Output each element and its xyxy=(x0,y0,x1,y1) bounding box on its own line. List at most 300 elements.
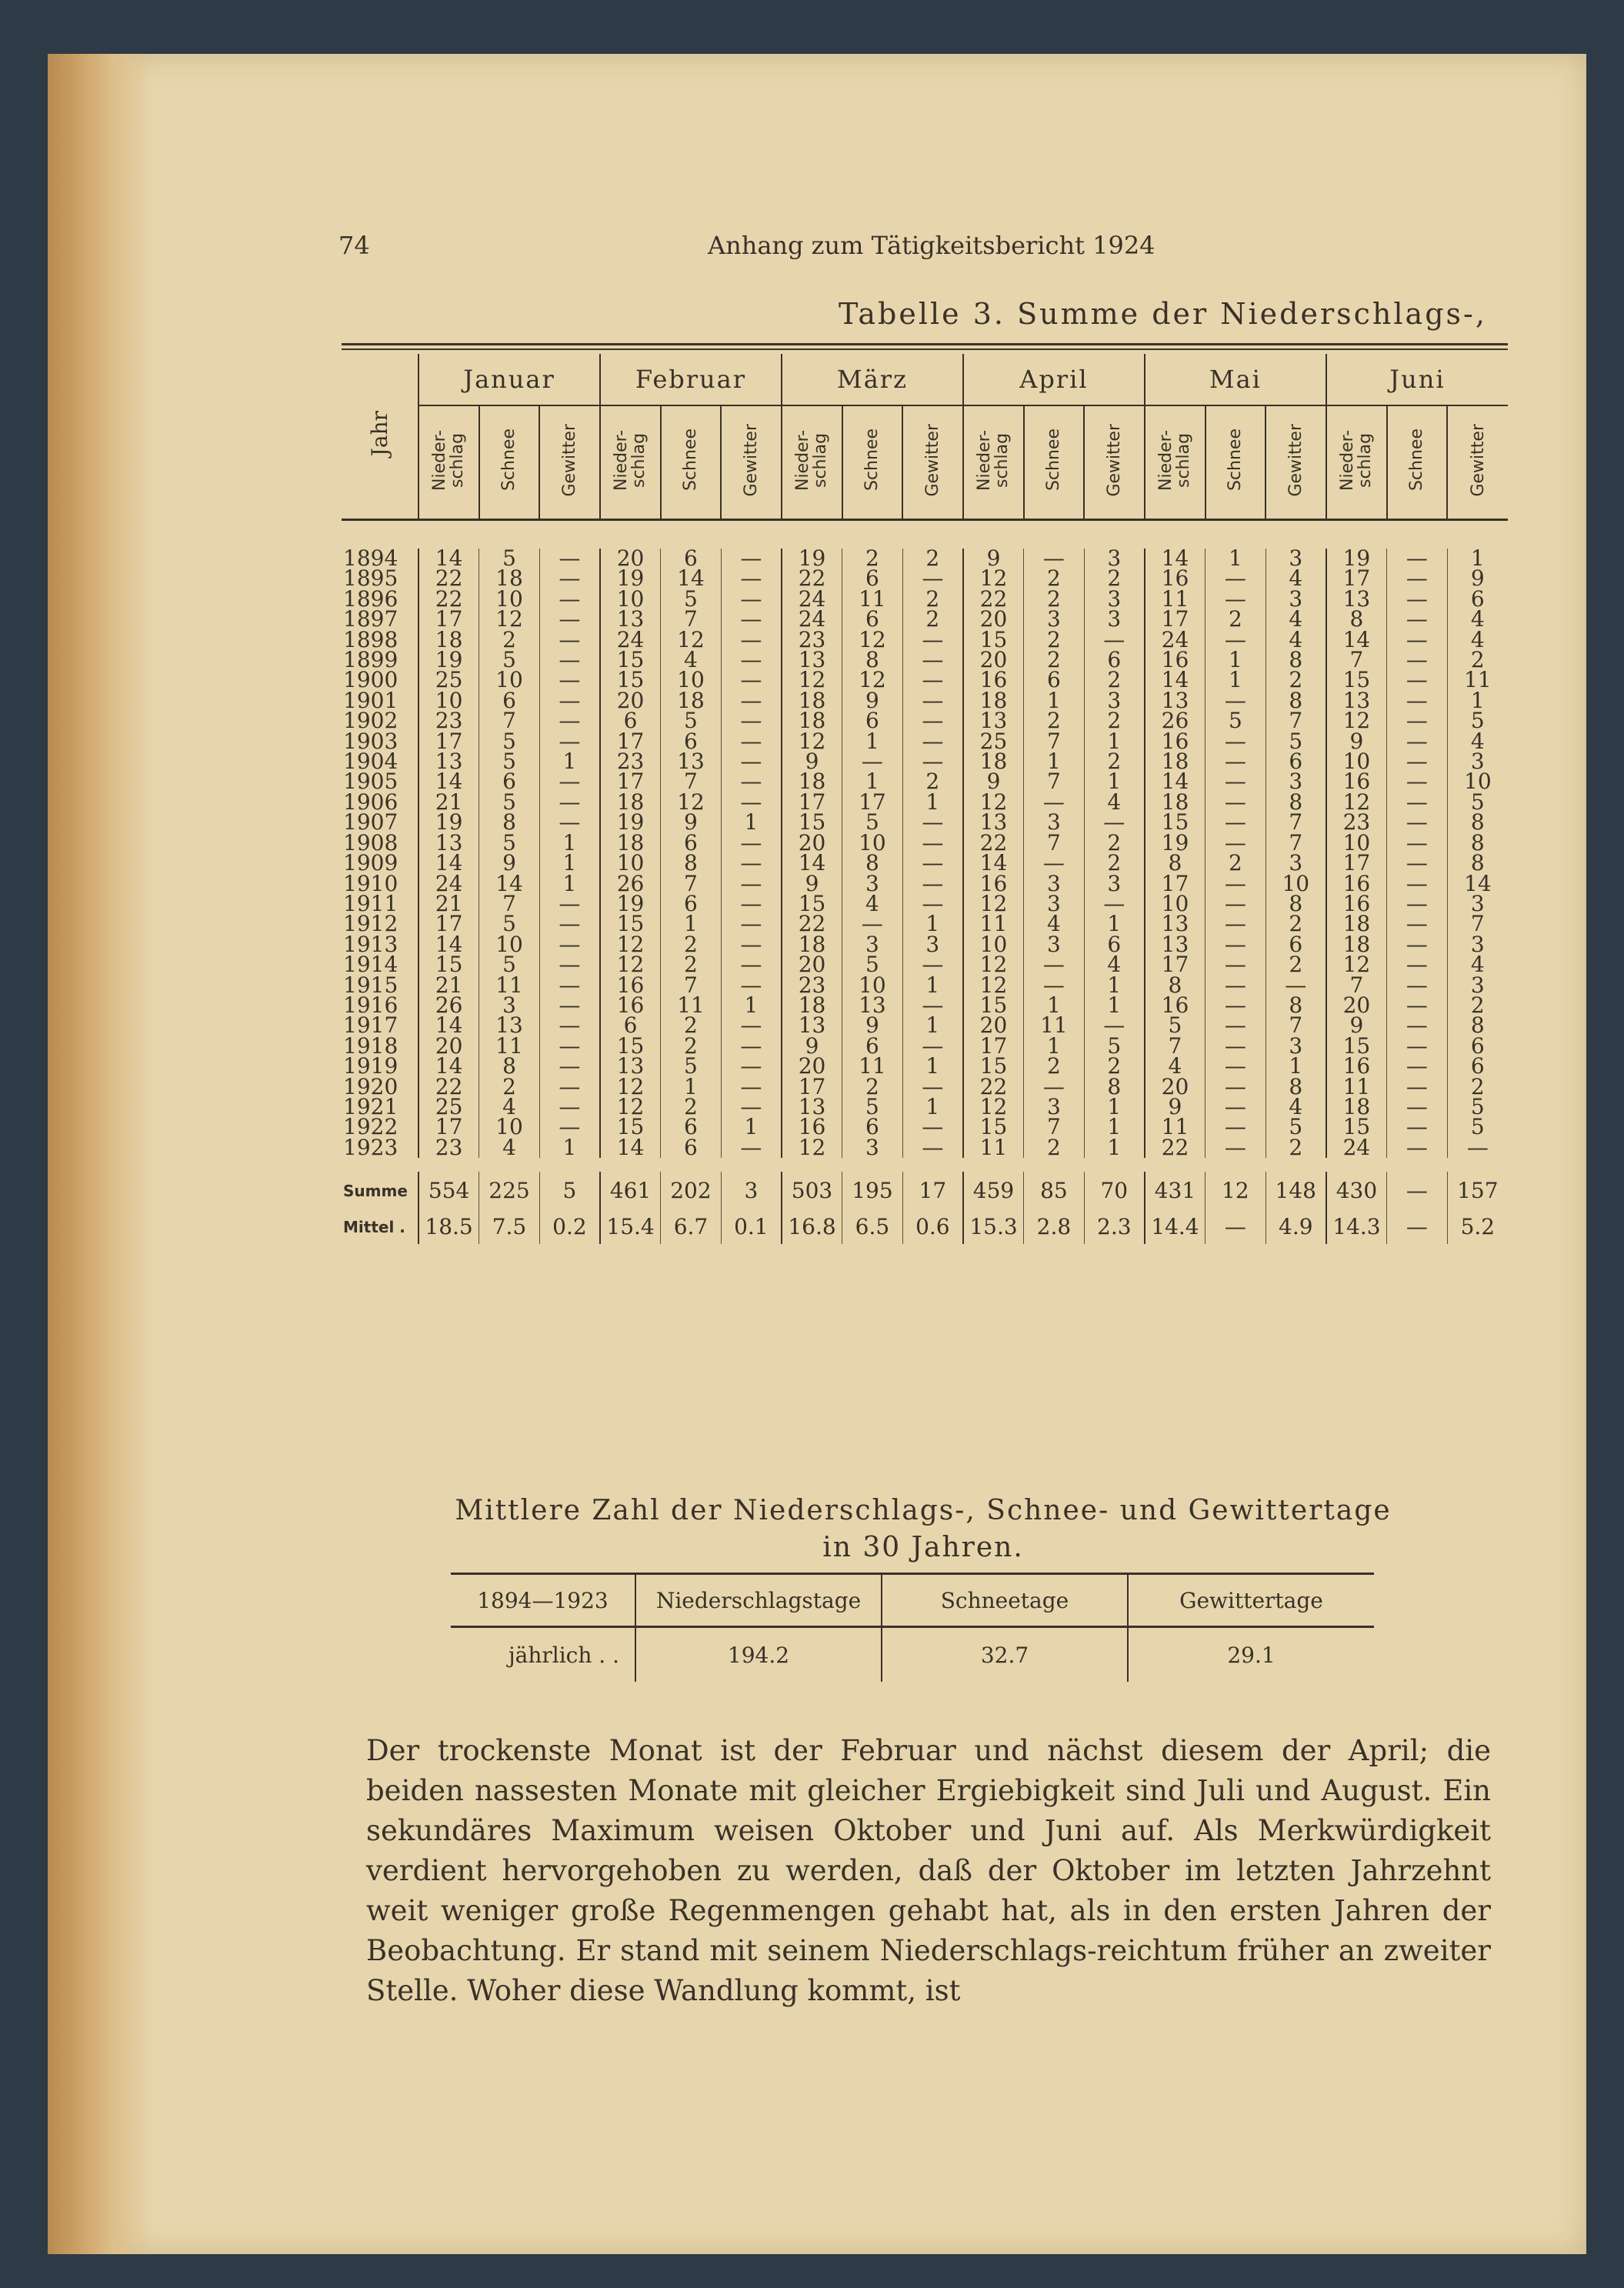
table-cell: — xyxy=(1387,1097,1448,1117)
summary-value: 32.7 xyxy=(882,1627,1128,1683)
table-cell: 23 xyxy=(419,711,479,731)
table-cell: 12 xyxy=(963,569,1024,589)
table-cell: 3 xyxy=(1266,549,1326,569)
table-cell: 5 xyxy=(842,1097,903,1117)
table-cell: 1 xyxy=(902,1097,963,1117)
table-cell: 7 xyxy=(1266,833,1326,853)
table-cell: 18 xyxy=(600,792,661,812)
table-cell: — xyxy=(1387,711,1448,731)
table-cell: 20 xyxy=(600,691,661,711)
table-cell: 12 xyxy=(1326,955,1387,975)
table-cell: 6 xyxy=(1266,752,1326,772)
table-cell: 6 xyxy=(842,609,903,629)
table-cell: 1 xyxy=(539,853,600,873)
sum-row-cell: 459 xyxy=(963,1172,1024,1210)
table-cell: 3 xyxy=(1266,772,1326,792)
column-subheader: Schnee xyxy=(479,405,540,520)
table-cell: 2 xyxy=(479,1077,540,1097)
summary-period: 1894—1923 xyxy=(451,1574,635,1627)
year-cell: 1922 xyxy=(343,1114,398,1140)
table-cell: 9 xyxy=(782,752,842,772)
table-cell: 8 xyxy=(479,812,540,832)
table-cell: 11 xyxy=(1145,1117,1205,1137)
table-cell: 7 xyxy=(661,772,722,792)
table-cell: 15 xyxy=(1326,670,1387,690)
table-cell: 22 xyxy=(963,1077,1024,1097)
table-cell: — xyxy=(1084,894,1145,914)
table-cell: 1 xyxy=(1205,670,1266,690)
month-header: April xyxy=(963,354,1145,405)
mean-row xyxy=(342,1210,1508,1244)
table-cell: — xyxy=(1205,833,1266,853)
year-cell: 1903 xyxy=(343,728,398,754)
table-cell: — xyxy=(1387,650,1448,670)
table-cell: — xyxy=(1024,792,1085,812)
table-cell: 18 xyxy=(1326,935,1387,955)
table-cell: 1 xyxy=(1084,996,1145,1016)
table-cell: — xyxy=(539,1077,600,1097)
table-cell: — xyxy=(902,1138,963,1158)
table-cell: 15 xyxy=(963,630,1024,650)
table-cell: 4 xyxy=(661,650,722,670)
table-cell: 15 xyxy=(1145,812,1205,832)
table-cell: — xyxy=(539,1056,600,1076)
table-cell: 14 xyxy=(419,549,479,569)
table-cell: 10 xyxy=(1145,894,1205,914)
table-cell: 9 xyxy=(842,1016,903,1036)
table-cell: — xyxy=(1387,894,1448,914)
table-cell: 20 xyxy=(1326,996,1387,1016)
table-cell: — xyxy=(902,833,963,853)
table-cell: 9 xyxy=(842,691,903,711)
sum-row-cell: — xyxy=(1387,1172,1448,1210)
table-cell: 7 xyxy=(1266,1016,1326,1036)
table-cell: 9 xyxy=(1326,732,1387,752)
year-cell: 1898 xyxy=(343,626,398,652)
table-cell: 1 xyxy=(842,732,903,752)
table-cell: 3 xyxy=(479,996,540,1016)
table-cell: 4 xyxy=(1447,609,1508,629)
table-cell: 2 xyxy=(1084,833,1145,853)
table-cell: 21 xyxy=(419,976,479,996)
table-cell: 24 xyxy=(419,874,479,894)
table-cell: 2 xyxy=(1024,650,1085,670)
table-cell: 17 xyxy=(1326,569,1387,589)
table-cell: 10 xyxy=(963,935,1024,955)
table-cell: 20 xyxy=(782,833,842,853)
table-cell: 8 xyxy=(661,853,722,873)
table-cell: 6 xyxy=(661,1138,722,1158)
table-cell: — xyxy=(1024,976,1085,996)
table-cell: 9 xyxy=(1447,569,1508,589)
table-cell: 7 xyxy=(479,711,540,731)
table-cell: — xyxy=(1205,772,1266,792)
table-cell: 8 xyxy=(1447,812,1508,832)
table-cell: — xyxy=(1205,955,1266,975)
table-cell: 8 xyxy=(1326,609,1387,629)
mean-row-cell: 6.5 xyxy=(842,1210,903,1244)
table-cell: 5 xyxy=(1447,792,1508,812)
table-cell: — xyxy=(721,1016,782,1036)
table-cell: — xyxy=(539,996,600,1016)
table-cell: 20 xyxy=(963,650,1024,670)
summary-title xyxy=(338,1493,1508,1566)
table-cell: 2 xyxy=(1084,711,1145,731)
table-cell: 10 xyxy=(479,1117,540,1137)
table-cell: 11 xyxy=(1447,670,1508,690)
table-cell: — xyxy=(539,670,600,690)
table-cell: 10 xyxy=(842,833,903,853)
table-cell: 1 xyxy=(1024,996,1085,1016)
table-cell: 8 xyxy=(1447,853,1508,873)
table-cell: 14 xyxy=(963,853,1024,873)
table-cell: 6 xyxy=(479,772,540,792)
table-cell: 12 xyxy=(782,732,842,752)
table-cell: — xyxy=(721,691,782,711)
table-cell: 6 xyxy=(842,711,903,731)
table-cell: 18 xyxy=(963,752,1024,772)
year-cell: 1907 xyxy=(343,809,398,835)
table-cell: 7 xyxy=(661,976,722,996)
table-cell: — xyxy=(902,670,963,690)
table-cell: — xyxy=(1205,976,1266,996)
table-cell: — xyxy=(721,853,782,873)
table-cell: 8 xyxy=(842,853,903,873)
table-cell: 7 xyxy=(1326,650,1387,670)
table-cell: 8 xyxy=(479,1056,540,1076)
table-cell: — xyxy=(1024,1077,1085,1097)
table-cell: — xyxy=(1387,691,1448,711)
table-cell: — xyxy=(539,650,600,670)
table-cell: 1 xyxy=(539,833,600,853)
table-cell: 8 xyxy=(1266,650,1326,670)
table-cell: — xyxy=(902,874,963,894)
table-cell: — xyxy=(1387,1077,1448,1097)
table-cell: 3 xyxy=(1084,549,1145,569)
table-cell: — xyxy=(842,752,903,772)
sum-row-cell: 225 xyxy=(479,1172,540,1210)
table-cell: 14 xyxy=(419,853,479,873)
table-cell: 1 xyxy=(1084,1138,1145,1158)
table-row xyxy=(342,894,1508,914)
table-cell: — xyxy=(1205,1016,1266,1036)
table-cell: 15 xyxy=(1326,1036,1387,1056)
table-cell: 18 xyxy=(782,996,842,1016)
table-cell: 12 xyxy=(842,630,903,650)
table-cell: 9 xyxy=(1326,1016,1387,1036)
mean-row-cell: 16.8 xyxy=(782,1210,842,1244)
mean-row-cell: 14.3 xyxy=(1326,1210,1387,1244)
table-cell: 14 xyxy=(1145,772,1205,792)
table-cell: — xyxy=(721,732,782,752)
table-cell: 12 xyxy=(963,976,1024,996)
table-cell: 16 xyxy=(963,874,1024,894)
table-cell: 5 xyxy=(1205,711,1266,731)
table-cell: — xyxy=(1387,1138,1448,1158)
table-cell: — xyxy=(1387,955,1448,975)
table-cell: 3 xyxy=(1266,589,1326,609)
table-cell: 3 xyxy=(1084,691,1145,711)
table-cell: 9 xyxy=(1145,1097,1205,1117)
year-cell: 1923 xyxy=(343,1134,398,1160)
table-cell: 2 xyxy=(902,549,963,569)
column-subheader: Schnee xyxy=(661,405,722,520)
table-cell: — xyxy=(721,874,782,894)
sum-row-cell: 503 xyxy=(782,1172,842,1210)
table-cell: 3 xyxy=(1084,609,1145,629)
table-cell: 13 xyxy=(782,650,842,670)
year-cell: 1919 xyxy=(343,1053,398,1079)
table-cell: 1 xyxy=(902,792,963,812)
table-cell: 19 xyxy=(419,812,479,832)
table-cell: 14 xyxy=(419,935,479,955)
table-cell: — xyxy=(1387,1117,1448,1137)
year-cell: 1912 xyxy=(343,911,398,937)
table-cell: 3 xyxy=(902,935,963,955)
table-cell: 10 xyxy=(479,670,540,690)
table-cell: 5 xyxy=(1447,711,1508,731)
table-cell: 20 xyxy=(600,549,661,569)
table-cell: 18 xyxy=(782,772,842,792)
table-cell: 1 xyxy=(1266,1056,1326,1076)
year-cell: 1905 xyxy=(343,769,398,795)
mean-row-cell: 7.5 xyxy=(479,1210,540,1244)
table-cell: 24 xyxy=(600,630,661,650)
mean-row-cell: 0.1 xyxy=(721,1210,782,1244)
table-cell: 2 xyxy=(1084,569,1145,589)
table-cell: 1 xyxy=(721,996,782,1016)
table-cell: 9 xyxy=(479,853,540,873)
table-cell: 7 xyxy=(1024,732,1085,752)
table-cell: — xyxy=(539,1117,600,1137)
table-cell: 19 xyxy=(600,894,661,914)
table-cell: — xyxy=(1024,955,1085,975)
table-cell: — xyxy=(721,792,782,812)
sum-row-cell: 148 xyxy=(1266,1172,1326,1210)
table-cell: — xyxy=(539,589,600,609)
table-cell: 15 xyxy=(419,955,479,975)
table-cell: 26 xyxy=(600,874,661,894)
mean-row-cell: 6.7 xyxy=(661,1210,722,1244)
table-cell: 2 xyxy=(842,1077,903,1097)
sum-row-cell: 430 xyxy=(1326,1172,1387,1210)
table-cell: 11 xyxy=(963,1138,1024,1158)
table-cell: 4 xyxy=(1266,630,1326,650)
table-cell: 14 xyxy=(661,569,722,589)
table-cell: 14 xyxy=(419,1056,479,1076)
table-cell: 8 xyxy=(1266,894,1326,914)
table-cell: 2 xyxy=(1084,853,1145,873)
table-cell: 15 xyxy=(782,812,842,832)
table-cell: 1 xyxy=(1447,691,1508,711)
month-header: März xyxy=(782,354,963,405)
mean-row-cell: 2.3 xyxy=(1084,1210,1145,1244)
table-cell: 18 xyxy=(963,691,1024,711)
table-cell: 16 xyxy=(1145,650,1205,670)
sum-row-cell: 431 xyxy=(1145,1172,1205,1210)
table-cell: 1 xyxy=(1205,650,1266,670)
table-cell: — xyxy=(1387,609,1448,629)
table-cell: 8 xyxy=(842,650,903,670)
table-cell: 11 xyxy=(842,589,903,609)
table-cell: 1 xyxy=(902,1016,963,1036)
table-cell: 5 xyxy=(1145,1016,1205,1036)
column-subheader: Nieder-schlag xyxy=(782,405,842,520)
table-cell: 21 xyxy=(419,792,479,812)
table-cell: — xyxy=(539,955,600,975)
table-cell: 10 xyxy=(1326,833,1387,853)
table-cell: 6 xyxy=(661,833,722,853)
mean-row-cell: 2.8 xyxy=(1024,1210,1085,1244)
table-cell: 20 xyxy=(419,1036,479,1056)
table-cell: — xyxy=(902,569,963,589)
table-cell: 15 xyxy=(963,1056,1024,1076)
column-subheader: Gewitter xyxy=(1266,405,1326,520)
table-cell: 16 xyxy=(1326,894,1387,914)
table-cell: 24 xyxy=(1145,630,1205,650)
table-cell: 7 xyxy=(1024,833,1085,853)
table-cell: 6 xyxy=(1266,935,1326,955)
table-cell: 2 xyxy=(1205,609,1266,629)
table-cell: 16 xyxy=(600,976,661,996)
table-cell: 4 xyxy=(479,1138,540,1158)
column-subheader: Schnee xyxy=(842,405,903,520)
table-cell: 3 xyxy=(1084,589,1145,609)
table-cell: — xyxy=(902,1077,963,1097)
mean-row-cell: 15.3 xyxy=(963,1210,1024,1244)
table-cell: 17 xyxy=(782,1077,842,1097)
table-cell: 5 xyxy=(661,1056,722,1076)
table-cell: 17 xyxy=(1145,955,1205,975)
table-cell: 1 xyxy=(1024,691,1085,711)
table-cell: 2 xyxy=(1447,650,1508,670)
sum-row-cell: 3 xyxy=(721,1172,782,1210)
table-cell: — xyxy=(1387,630,1448,650)
year-cell: 1899 xyxy=(343,647,398,673)
table-cell: 13 xyxy=(1326,589,1387,609)
table-cell: 2 xyxy=(842,549,903,569)
table-cell: 6 xyxy=(1447,589,1508,609)
table-cell: 5 xyxy=(1084,1036,1145,1056)
year-cell: 1908 xyxy=(343,829,398,855)
body-paragraph: Der trockenste Monat ist der Februar und nächst diesem der April; die beiden nassesten Monate mit gleicher Ergiebigkeit sind Juli und August. Ein sekundäres Maximum weisen Oktober und Juni auf. Als Merkwürdigkeit verdient hervorgehoben zu werden, daß der Oktober im letzten Jahrzehnt weit weniger große Regenmengen gehabt hat, als in den ersten Jahren der Beobachtung. Er stand mit seinem Niederschlags-reichtum früher an zweiter Stelle. Woher diese Wandlung kommt, ist xyxy=(366,1734,1491,2007)
table-cell: — xyxy=(1387,1016,1448,1036)
table-cell: 19 xyxy=(419,650,479,670)
table-cell: 5 xyxy=(1266,1117,1326,1137)
table-cell: 12 xyxy=(963,1097,1024,1117)
table-cell: 5 xyxy=(479,549,540,569)
table-cell: 11 xyxy=(479,976,540,996)
table-cell: — xyxy=(1387,1056,1448,1076)
table-cell: 5 xyxy=(479,914,540,934)
table-cell: 8 xyxy=(1447,833,1508,853)
mean-row-cell: 5.2 xyxy=(1447,1210,1508,1244)
table-cell: — xyxy=(1387,1036,1448,1056)
table-cell: 18 xyxy=(1326,914,1387,934)
column-subheader: Schnee xyxy=(1205,405,1266,520)
table-cell: 2 xyxy=(1205,853,1266,873)
table-cell: 6 xyxy=(661,549,722,569)
table-cell: 12 xyxy=(1326,711,1387,731)
table-cell: 2 xyxy=(661,935,722,955)
table-cell: 17 xyxy=(419,914,479,934)
table-cell: 2 xyxy=(661,955,722,975)
table-cell: 13 xyxy=(1326,691,1387,711)
table-cell: 12 xyxy=(963,792,1024,812)
mean-row-cell: 14.4 xyxy=(1145,1210,1205,1244)
table-cell: 2 xyxy=(479,630,540,650)
table-cell: 19 xyxy=(600,812,661,832)
table-cell: 16 xyxy=(1326,1056,1387,1076)
table-cell: 6 xyxy=(661,732,722,752)
table-cell: 1 xyxy=(902,976,963,996)
table-row xyxy=(342,1138,1508,1158)
year-cell: 1910 xyxy=(343,870,398,896)
column-subheader: Gewitter xyxy=(721,405,782,520)
table-cell: 6 xyxy=(842,1036,903,1056)
table-cell: 2 xyxy=(1266,914,1326,934)
table-cell: — xyxy=(539,569,600,589)
table-cell: 7 xyxy=(661,609,722,629)
table-cell: 15 xyxy=(963,1117,1024,1137)
table-cell: 3 xyxy=(1024,1097,1085,1117)
table-cell: 15 xyxy=(600,1117,661,1137)
mean-row-cell: 15.4 xyxy=(600,1210,661,1244)
table-cell: 2 xyxy=(661,1016,722,1036)
table-cell: 7 xyxy=(661,874,722,894)
table-cell: — xyxy=(1387,792,1448,812)
year-cell: 1913 xyxy=(343,931,398,957)
table-cell: 12 xyxy=(963,955,1024,975)
table-cell: — xyxy=(1084,1016,1145,1036)
mean-row-cell: — xyxy=(1205,1210,1266,1244)
column-subheader: Nieder-schlag xyxy=(963,405,1024,520)
table-cell: 26 xyxy=(1145,711,1205,731)
year-cell: 1902 xyxy=(343,708,398,734)
table-cell: — xyxy=(902,955,963,975)
sum-row-cell: 70 xyxy=(1084,1172,1145,1210)
mean-row-cell: 4.9 xyxy=(1266,1210,1326,1244)
table-cell: — xyxy=(721,650,782,670)
summary-header: Schneetage xyxy=(882,1574,1128,1627)
table-cell: — xyxy=(1387,670,1448,690)
table-cell: — xyxy=(539,1036,600,1056)
table-cell: 8 xyxy=(1084,1077,1145,1097)
table-cell: 5 xyxy=(842,955,903,975)
table-cell: 8 xyxy=(1145,853,1205,873)
table-cell: 12 xyxy=(782,670,842,690)
table-row xyxy=(342,1036,1508,1056)
table-cell: 19 xyxy=(1145,833,1205,853)
table-cell: — xyxy=(721,630,782,650)
sum-row-cell: 461 xyxy=(600,1172,661,1210)
table-cell: — xyxy=(721,569,782,589)
table-cell: 2 xyxy=(661,1036,722,1056)
table-cell: 12 xyxy=(600,955,661,975)
page-edge-shadow xyxy=(48,54,155,2254)
table-cell: 6 xyxy=(600,1016,661,1036)
table-cell: 12 xyxy=(963,894,1024,914)
table-cell: 1 xyxy=(1084,772,1145,792)
table-cell: 12 xyxy=(661,630,722,650)
table-cell: 6 xyxy=(1024,670,1085,690)
table-cell: — xyxy=(902,996,963,1016)
table-cell: 18 xyxy=(782,935,842,955)
year-cell: 1917 xyxy=(343,1012,398,1039)
table-cell: — xyxy=(721,772,782,792)
table-cell: — xyxy=(1387,752,1448,772)
table-cell: — xyxy=(1387,569,1448,589)
